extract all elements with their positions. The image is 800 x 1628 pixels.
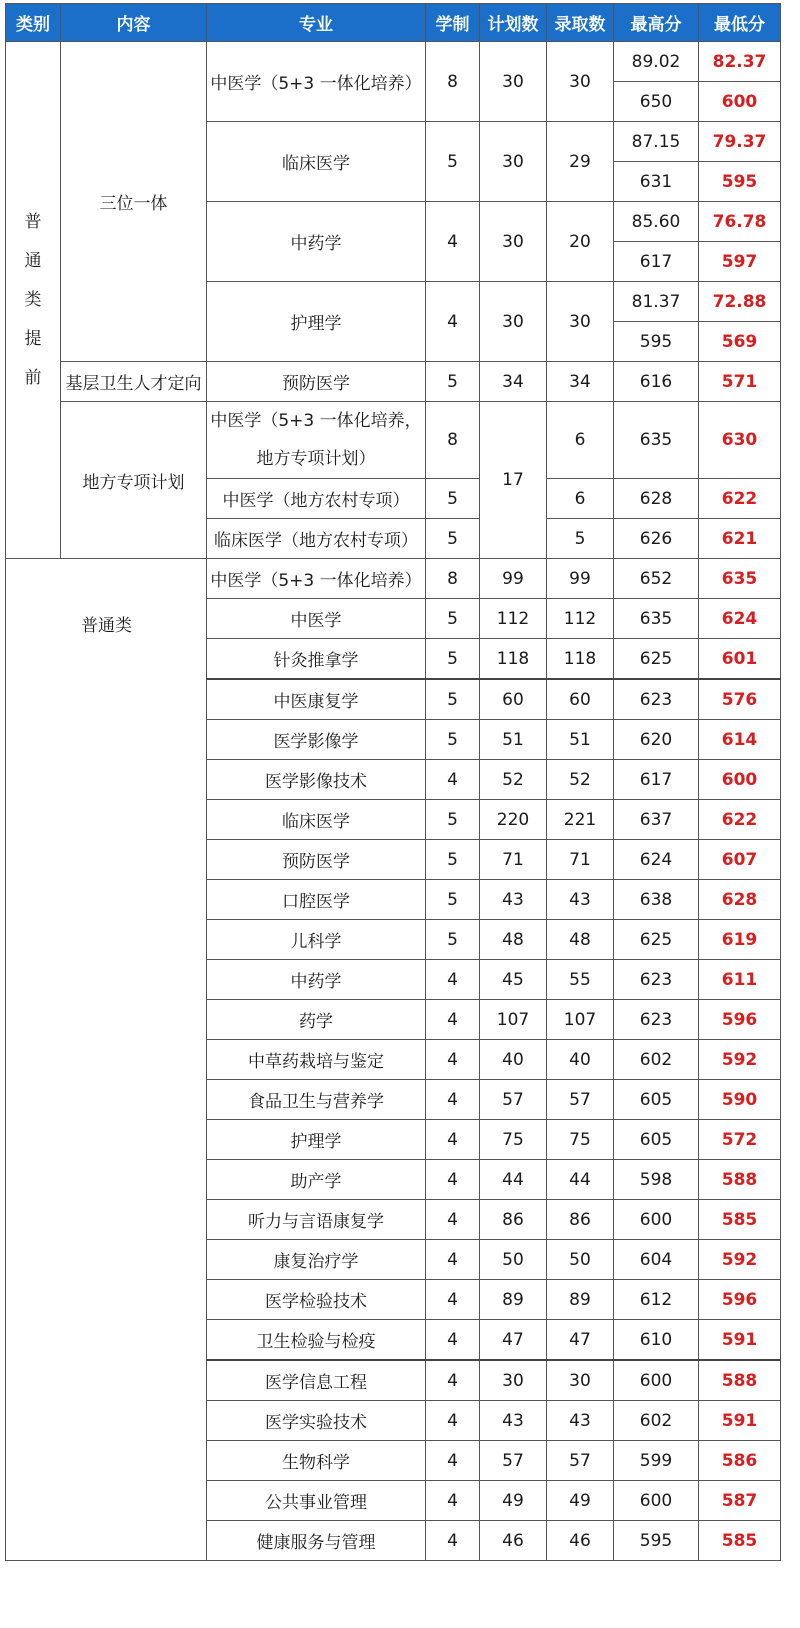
admitted-cell: 118 <box>547 639 614 680</box>
min-score-cell: 600 <box>699 82 781 122</box>
years-cell: 5 <box>426 362 480 402</box>
plan-cell: 50 <box>480 1240 547 1280</box>
admitted-cell: 44 <box>547 1160 614 1200</box>
table-row <box>6 42 781 82</box>
min-score-cell: 622 <box>699 479 781 519</box>
major-cell: 中医学（地方农村专项） <box>207 479 426 519</box>
major-cell: 护理学 <box>207 282 426 362</box>
years-cell: 4 <box>426 760 480 800</box>
category-char: 通 <box>24 250 42 271</box>
plan-cell: 112 <box>480 599 547 639</box>
min-score-cell: 621 <box>699 519 781 559</box>
min-score-cell: 601 <box>699 639 781 680</box>
max-score-cell: 623 <box>614 1000 699 1040</box>
admitted-cell: 112 <box>547 599 614 639</box>
plan-cell: 220 <box>480 800 547 840</box>
table-row <box>6 362 781 402</box>
max-score-cell: 598 <box>614 1160 699 1200</box>
table-header <box>6 4 781 42</box>
admitted-cell: 107 <box>547 1000 614 1040</box>
max-score-cell: 602 <box>614 1401 699 1441</box>
years-cell: 4 <box>426 282 480 362</box>
max-score-cell: 628 <box>614 479 699 519</box>
min-score-cell: 597 <box>699 242 781 282</box>
admission-score-table <box>5 3 781 1561</box>
min-score-cell: 576 <box>699 679 781 720</box>
max-score-cell: 595 <box>614 322 699 362</box>
max-score-cell: 605 <box>614 1080 699 1120</box>
major-cell: 护理学 <box>207 1120 426 1160</box>
plan-cell: 52 <box>480 760 547 800</box>
admitted-cell: 30 <box>547 1360 614 1401</box>
min-score-cell: 596 <box>699 1280 781 1320</box>
min-score-cell: 585 <box>699 1200 781 1240</box>
major-cell: 康复治疗学 <box>207 1240 426 1280</box>
admitted-cell: 40 <box>547 1040 614 1080</box>
plan-cell: 51 <box>480 720 547 760</box>
major-cell: 临床医学 <box>207 122 426 202</box>
major-cell: 医学影像学 <box>207 720 426 760</box>
years-cell: 4 <box>426 1481 480 1521</box>
plan-cell: 75 <box>480 1120 547 1160</box>
plan-cell: 40 <box>480 1040 547 1080</box>
header-major: 专业 <box>207 4 426 42</box>
plan-cell: 30 <box>480 1360 547 1401</box>
min-score-cell: 585 <box>699 1521 781 1561</box>
years-cell: 4 <box>426 202 480 282</box>
years-cell: 4 <box>426 1240 480 1280</box>
admitted-cell: 34 <box>547 362 614 402</box>
max-score-cell: 650 <box>614 82 699 122</box>
major-cell: 食品卫生与营养学 <box>207 1080 426 1120</box>
plan-cell: 107 <box>480 1000 547 1040</box>
plan-cell: 43 <box>480 1401 547 1441</box>
years-cell: 4 <box>426 1521 480 1561</box>
regular-section <box>6 559 781 1561</box>
years-cell: 5 <box>426 880 480 920</box>
years-cell: 4 <box>426 1000 480 1040</box>
major-cell: 中药学 <box>207 960 426 1000</box>
min-score-cell: 586 <box>699 1441 781 1481</box>
max-score-cell: 616 <box>614 362 699 402</box>
plan-cell: 48 <box>480 920 547 960</box>
plan-cell: 49 <box>480 1481 547 1521</box>
plan-cell: 99 <box>480 559 547 599</box>
table-row <box>6 559 781 599</box>
table-row <box>6 402 781 479</box>
max-score-cell: 620 <box>614 720 699 760</box>
admitted-cell: 52 <box>547 760 614 800</box>
years-cell: 4 <box>426 1280 480 1320</box>
max-score-cell: 600 <box>614 1360 699 1401</box>
admitted-cell: 6 <box>547 402 614 479</box>
major-cell: 预防医学 <box>207 362 426 402</box>
max-score-cell: 599 <box>614 1441 699 1481</box>
years-cell: 8 <box>426 402 480 479</box>
major-cell: 临床医学 <box>207 800 426 840</box>
major-cell: 助产学 <box>207 1160 426 1200</box>
max-score-cell: 85.60 <box>614 202 699 242</box>
major-cell <box>207 402 426 479</box>
min-score-cell: 572 <box>699 1120 781 1160</box>
min-score-cell: 595 <box>699 162 781 202</box>
admitted-cell: 5 <box>547 519 614 559</box>
max-score-cell: 89.02 <box>614 42 699 82</box>
plan-cell: 45 <box>480 960 547 1000</box>
admitted-cell: 20 <box>547 202 614 282</box>
min-score-cell: 588 <box>699 1360 781 1401</box>
admitted-cell: 49 <box>547 1481 614 1521</box>
major-cell: 中草药栽培与鉴定 <box>207 1040 426 1080</box>
max-score-cell: 631 <box>614 162 699 202</box>
major-cell: 生物科学 <box>207 1441 426 1481</box>
major-cell: 中医学（5+3 一体化培养） <box>207 559 426 599</box>
min-score-cell: 82.37 <box>699 42 781 82</box>
major-line: 中医学（5+3 一体化培养， <box>210 411 422 431</box>
admitted-cell: 57 <box>547 1441 614 1481</box>
plan-cell: 57 <box>480 1441 547 1481</box>
major-cell: 儿科学 <box>207 920 426 960</box>
plan-cell: 30 <box>480 282 547 362</box>
max-score-cell: 652 <box>614 559 699 599</box>
min-score-cell: 569 <box>699 322 781 362</box>
admitted-cell: 43 <box>547 1401 614 1441</box>
min-score-cell: 614 <box>699 720 781 760</box>
years-cell: 8 <box>426 559 480 599</box>
min-score-cell: 592 <box>699 1040 781 1080</box>
plan-cell: 30 <box>480 202 547 282</box>
admitted-cell: 51 <box>547 720 614 760</box>
min-score-cell: 624 <box>699 599 781 639</box>
major-cell: 健康服务与管理 <box>207 1521 426 1561</box>
major-cell: 中医学（5+3 一体化培养） <box>207 42 426 122</box>
major-cell: 医学检验技术 <box>207 1280 426 1320</box>
max-score-cell: 600 <box>614 1481 699 1521</box>
admitted-cell: 221 <box>547 800 614 840</box>
min-score-cell: 592 <box>699 1240 781 1280</box>
admitted-cell: 30 <box>547 42 614 122</box>
plan-cell: 34 <box>480 362 547 402</box>
min-score-cell: 590 <box>699 1080 781 1120</box>
max-score-cell: 595 <box>614 1521 699 1561</box>
plan-cell: 71 <box>480 840 547 880</box>
major-cell: 医学实验技术 <box>207 1401 426 1441</box>
admitted-cell: 57 <box>547 1080 614 1120</box>
header-plan: 计划数 <box>480 4 547 42</box>
major-cell: 卫生检验与检疫 <box>207 1320 426 1361</box>
category-char: 提 <box>24 328 42 349</box>
min-score-cell: 76.78 <box>699 202 781 242</box>
admitted-cell: 6 <box>547 479 614 519</box>
header-min-score: 最低分 <box>699 4 781 42</box>
years-cell: 5 <box>426 920 480 960</box>
plan-cell: 44 <box>480 1160 547 1200</box>
admitted-cell: 89 <box>547 1280 614 1320</box>
years-cell: 5 <box>426 800 480 840</box>
plan-cell: 60 <box>480 679 547 720</box>
major-cell: 中医康复学 <box>207 679 426 720</box>
major-cell: 中药学 <box>207 202 426 282</box>
major-cell: 预防医学 <box>207 840 426 880</box>
max-score-cell: 623 <box>614 960 699 1000</box>
max-score-cell: 604 <box>614 1240 699 1280</box>
max-score-cell: 625 <box>614 639 699 680</box>
admitted-cell: 60 <box>547 679 614 720</box>
major-cell: 药学 <box>207 1000 426 1040</box>
plan-cell: 47 <box>480 1320 547 1361</box>
major-cell: 医学信息工程 <box>207 1360 426 1401</box>
category-early-cell <box>6 42 61 559</box>
content-jiceng-cell: 基层卫生人才定向 <box>61 362 207 402</box>
header-content: 内容 <box>61 4 207 42</box>
min-score-cell: 596 <box>699 1000 781 1040</box>
years-cell: 4 <box>426 1080 480 1120</box>
plan-cell: 57 <box>480 1080 547 1120</box>
category-char: 前 <box>24 367 42 388</box>
header-years: 学制 <box>426 4 480 42</box>
years-cell: 8 <box>426 42 480 122</box>
min-score-cell: 79.37 <box>699 122 781 162</box>
years-cell: 4 <box>426 1401 480 1441</box>
header-admitted: 录取数 <box>547 4 614 42</box>
admitted-cell: 43 <box>547 880 614 920</box>
admitted-cell: 75 <box>547 1120 614 1160</box>
content-difang-cell: 地方专项计划 <box>61 402 207 559</box>
max-score-cell: 617 <box>614 242 699 282</box>
min-score-cell: 587 <box>699 1481 781 1521</box>
admitted-cell: 55 <box>547 960 614 1000</box>
years-cell: 4 <box>426 1360 480 1401</box>
plan-cell: 46 <box>480 1521 547 1561</box>
plan-cell: 30 <box>480 122 547 202</box>
min-score-cell: 619 <box>699 920 781 960</box>
table-body <box>6 42 781 559</box>
plan-cell: 89 <box>480 1280 547 1320</box>
years-cell: 4 <box>426 1120 480 1160</box>
major-cell: 中医学 <box>207 599 426 639</box>
years-cell: 5 <box>426 479 480 519</box>
major-line: 地方专项计划） <box>256 449 376 469</box>
max-score-cell: 623 <box>614 679 699 720</box>
major-cell: 针灸推拿学 <box>207 639 426 680</box>
years-cell: 5 <box>426 720 480 760</box>
max-score-cell: 602 <box>614 1040 699 1080</box>
admitted-cell: 30 <box>547 282 614 362</box>
major-cell: 听力与言语康复学 <box>207 1200 426 1240</box>
admitted-cell: 29 <box>547 122 614 202</box>
content-sanwei-cell: 三位一体 <box>61 42 207 362</box>
max-score-cell: 635 <box>614 402 699 479</box>
min-score-cell: 611 <box>699 960 781 1000</box>
category-regular-cell: 普通类 <box>6 559 207 1561</box>
max-score-cell: 624 <box>614 840 699 880</box>
years-cell: 4 <box>426 960 480 1000</box>
max-score-cell: 600 <box>614 1200 699 1240</box>
years-cell: 4 <box>426 1160 480 1200</box>
major-cell: 口腔医学 <box>207 880 426 920</box>
major-cell: 临床医学（地方农村专项） <box>207 519 426 559</box>
years-cell: 4 <box>426 1320 480 1361</box>
major-cell: 公共事业管理 <box>207 1481 426 1521</box>
years-cell: 5 <box>426 840 480 880</box>
max-score-cell: 625 <box>614 920 699 960</box>
max-score-cell: 626 <box>614 519 699 559</box>
plan-cell: 43 <box>480 880 547 920</box>
category-char: 类 <box>24 289 42 310</box>
header-row <box>6 4 781 42</box>
max-score-cell: 637 <box>614 800 699 840</box>
category-char: 普 <box>24 211 42 232</box>
plan-cell: 118 <box>480 639 547 680</box>
min-score-cell: 591 <box>699 1401 781 1441</box>
max-score-cell: 605 <box>614 1120 699 1160</box>
min-score-cell: 588 <box>699 1160 781 1200</box>
max-score-cell: 81.37 <box>614 282 699 322</box>
header-max-score: 最高分 <box>614 4 699 42</box>
years-cell: 5 <box>426 679 480 720</box>
max-score-cell: 612 <box>614 1280 699 1320</box>
years-cell: 4 <box>426 1040 480 1080</box>
min-score-cell: 630 <box>699 402 781 479</box>
years-cell: 5 <box>426 639 480 680</box>
min-score-cell: 600 <box>699 760 781 800</box>
years-cell: 5 <box>426 599 480 639</box>
major-cell: 医学影像技术 <box>207 760 426 800</box>
plan-cell: 86 <box>480 1200 547 1240</box>
min-score-cell: 628 <box>699 880 781 920</box>
admitted-cell: 46 <box>547 1521 614 1561</box>
years-cell: 4 <box>426 1441 480 1481</box>
min-score-cell: 72.88 <box>699 282 781 322</box>
max-score-cell: 635 <box>614 599 699 639</box>
years-cell: 4 <box>426 1200 480 1240</box>
admitted-cell: 71 <box>547 840 614 880</box>
admitted-cell: 86 <box>547 1200 614 1240</box>
min-score-cell: 571 <box>699 362 781 402</box>
admitted-cell: 47 <box>547 1320 614 1361</box>
min-score-cell: 607 <box>699 840 781 880</box>
plan-cell: 30 <box>480 42 547 122</box>
max-score-cell: 638 <box>614 880 699 920</box>
max-score-cell: 610 <box>614 1320 699 1361</box>
admitted-cell: 48 <box>547 920 614 960</box>
min-score-cell: 591 <box>699 1320 781 1361</box>
years-cell: 5 <box>426 519 480 559</box>
min-score-cell: 622 <box>699 800 781 840</box>
header-category: 类别 <box>6 4 61 42</box>
max-score-cell: 87.15 <box>614 122 699 162</box>
admitted-cell: 50 <box>547 1240 614 1280</box>
min-score-cell: 635 <box>699 559 781 599</box>
admitted-cell: 99 <box>547 559 614 599</box>
admission-score-table-container <box>5 3 780 1561</box>
years-cell: 5 <box>426 122 480 202</box>
max-score-cell: 617 <box>614 760 699 800</box>
plan-cell: 17 <box>480 402 547 559</box>
